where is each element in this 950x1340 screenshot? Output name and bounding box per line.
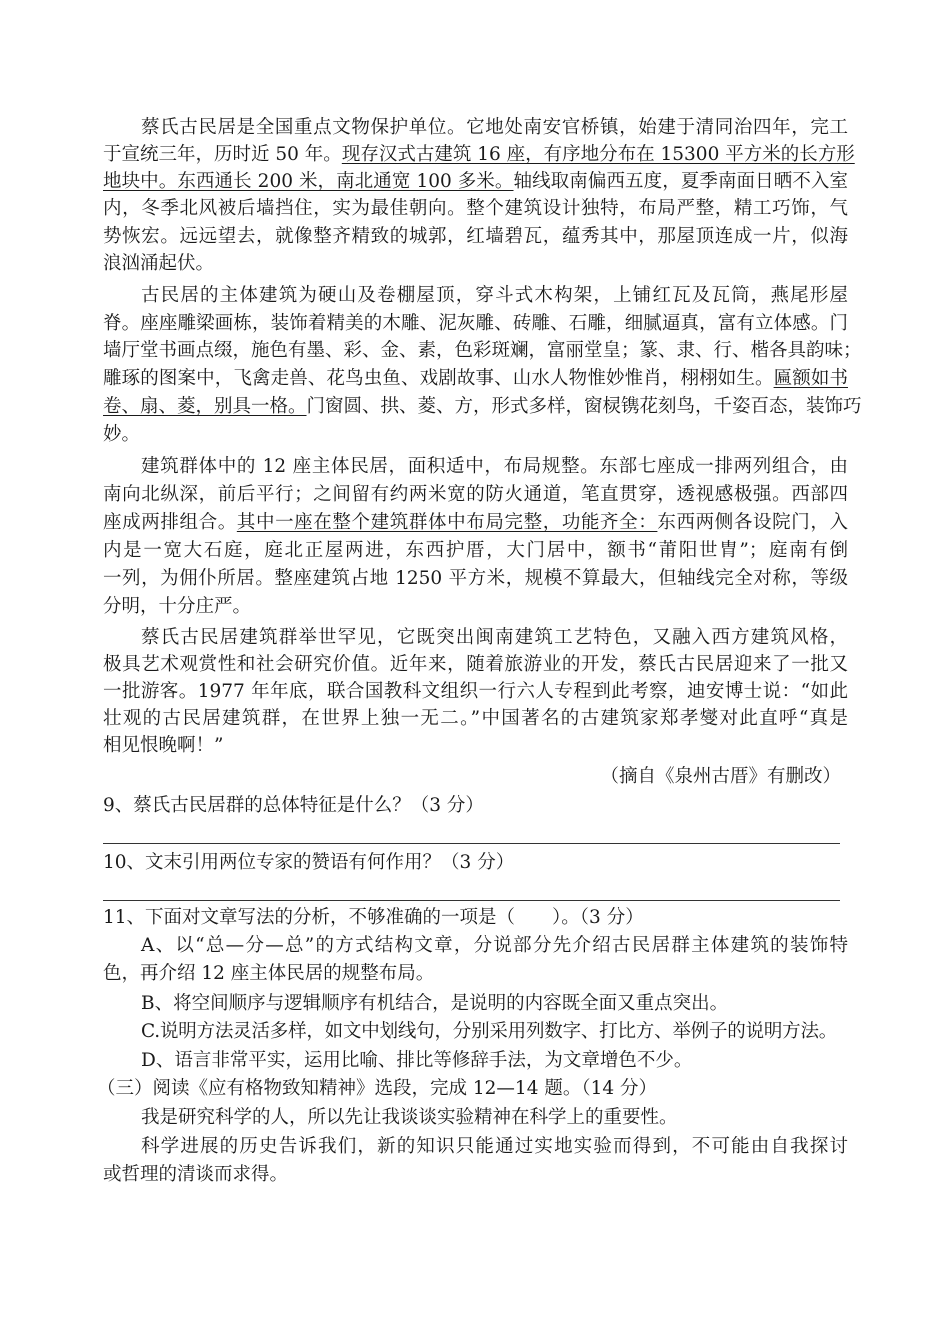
question-10: 10、文末引用两位专家的赞语有何作用？（3 分）: [103, 852, 515, 873]
p3-line6: 分明，十分庄严。: [103, 596, 252, 617]
p3-line1: 建筑群体中的 12 座主体民居，面积适中，布局规整。东部七座成一排两列组合，由: [141, 456, 848, 477]
p3-line3-text-a: 座成两排组合。: [103, 512, 237, 533]
underlined-sentence-2b: 卷、扇、菱，别具一格。: [103, 396, 307, 417]
p3-line3-text-b: 东西两侧各设院门，入: [657, 512, 848, 533]
underlined-sentence-2a: 匾额如书: [773, 368, 848, 389]
option-c: C.说明方法灵活多样，如文中划线句，分别采用列数字、打比方、举例子的说明方法。: [141, 1021, 838, 1042]
section-3-heading: （三）阅读《应有格物致知精神》选段，完成 12—14 题。（14 分）: [97, 1078, 658, 1099]
p4-line1: 蔡氏古民居建筑群举世罕见，它既突出闽南建筑工艺特色，又融入西方建筑风格，: [141, 627, 848, 648]
p1-line1: 蔡氏古民居是全国重点文物保护单位。它地处南安官桥镇，始建于清同治四年，完工: [141, 117, 848, 138]
question-9: 9、蔡氏古民居群的总体特征是什么？（3 分）: [103, 795, 484, 816]
p3-line5: 一列，为佣仆所居。整座建筑占地 1250 平方米，规模不算最大，但轴线完全对称，等级: [103, 568, 848, 589]
p1-line4: 内，冬季北风被后墙挡住，实为最佳朝向。整个建筑设计独特，布局严整，精工巧饰，气: [103, 198, 848, 219]
p4-line3: 一批游客。1977 年年底，联合国教科文组织一行六人专程到此考察，迪安博士说：“如此: [103, 681, 848, 702]
question-11-stem: 11、下面对文章写法的分析，不够准确的一项是（ ）。（3 分）: [103, 907, 644, 928]
p2-line3: 墙厅堂书画点缀，施色有墨、彩、金、素，色彩斑斓，富丽堂皇；篆、隶、行、楷各具韵味；: [103, 340, 862, 361]
option-a-line1: A、以“总—分—总”的方式结构文章，分说部分先介绍古民居群主体建筑的装饰特: [141, 935, 848, 956]
p4-line2: 极具艺术观赏性和社会研究价值。近年来，随着旅游业的开发，蔡氏古民居迎来了一批又: [103, 654, 848, 675]
p4-line5: 相见恨晚啊！”: [103, 735, 224, 756]
answer-line-q10[interactable]: [103, 900, 840, 901]
p1-line5: 势恢宏。远远望去，就像整齐精致的城郭，红墙碧瓦，蕴秀其中，那屋顶连成一片，似海: [103, 226, 848, 247]
p2-line6: 妙。: [103, 424, 141, 445]
p3-line3: [103, 510, 848, 536]
p3-line2: 南向北纵深，前后平行；之间留有约两米宽的防火通道，笔直贯穿，透视感极强。西部四: [103, 484, 848, 505]
p2-line4: [103, 366, 848, 392]
p1-line3: [103, 169, 848, 195]
p4-line4: 壮观的古民居建筑群，在世界上独一无二。”中国著名的古建筑家郑孝燮对此直呼“真是: [103, 708, 848, 729]
p2-line5: [103, 394, 862, 420]
p3-line4: 内是一宽大石庭，庭北正屋两进，东西护厝，大门居中，额书“莆阳世胄”；庭南有倒: [103, 540, 848, 561]
p1-line3-text: 轴线取南偏西五度，夏季南面日晒不入室: [513, 171, 848, 192]
section-3-p2-line1: 科学进展的历史告诉我们，新的知识只能通过实地实验而得到，不可能由自我探讨: [141, 1136, 848, 1157]
p2-line4-text: 雕琢的图案中，飞禽走兽、花鸟虫鱼、戏剧故事、山水人物惟妙惟肖，栩栩如生。: [103, 368, 774, 389]
section-3-p1: 我是研究科学的人，所以先让我谈谈实验精神在科学上的重要性。: [141, 1107, 678, 1128]
underlined-sentence-1b: 地块中。东西通长 200 米，南北通宽 100 多米。: [103, 171, 514, 192]
underlined-sentence-1a: 现存汉式古建筑 16 座，有序地分布在 15300 平方米的长方形: [341, 144, 855, 165]
option-d: D、语言非常平实，运用比喻、排比等修辞手法，为文章增色不少。: [141, 1050, 693, 1071]
p1-line2-text: 于宣统三年，历时近 50 年。: [103, 144, 342, 165]
option-b: B、将空间顺序与逻辑顺序有机结合，是说明的内容既全面又重点突出。: [141, 993, 729, 1014]
p2-line2: 脊。座座雕梁画栋，装饰着精美的木雕、泥灰雕、砖雕、石雕，细腻逼真，富有立体感。门: [103, 313, 848, 334]
underlined-sentence-3: 其中一座在整个建筑群体中布局完整，功能齐全：: [236, 512, 658, 533]
option-a-line2: 色，再介绍 12 座主体民居的规整布局。: [103, 963, 435, 984]
p2-line1: 古民居的主体建筑为硬山及卷棚屋顶，穿斗式木构架，上铺红瓦及瓦筒，燕尾形屋: [141, 285, 848, 306]
section-3-p2-line2: 或哲理的清谈而求得。: [103, 1164, 289, 1185]
p1-line2: [103, 142, 855, 168]
p1-line6: 浪汹涌起伏。: [103, 253, 215, 274]
source-citation: （摘自《泉州古厝》有删改）: [600, 766, 841, 787]
answer-line-q9[interactable]: [103, 843, 840, 844]
p2-line5-text: 门窗圆、拱、菱、方，形式多样，窗棂镌花刻鸟，千姿百态，装饰巧: [306, 396, 862, 417]
